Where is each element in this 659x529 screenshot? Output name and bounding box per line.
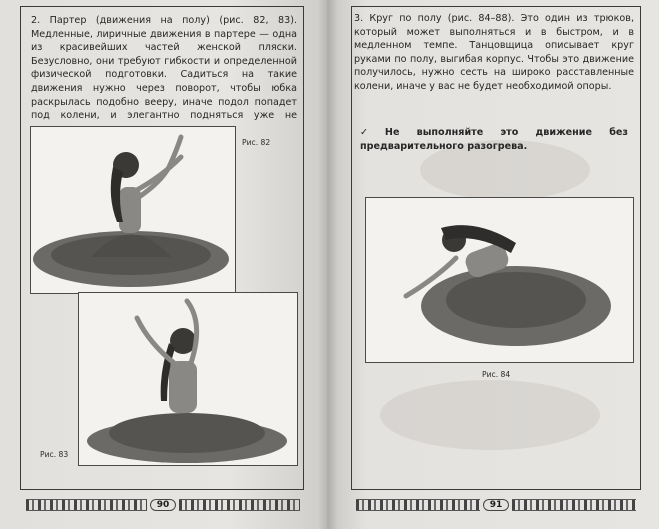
caption-figure-83: Рис. 83 [40, 450, 69, 459]
ornament-border [179, 499, 300, 511]
book-gutter [318, 0, 338, 529]
photo-figure-84 [365, 197, 634, 363]
right-paragraph: 3. Круг по полу (рис. 84–88). Это один из трюков, который может выполняться и в быстром, и в медленном темпе. Танцовщица описывает круг руками по полу, выгибая корпус. Чтобы это движение получилось, нужно сесть на широко расставленные колени, иначе у вас не будет необходимой опоры. [354, 13, 634, 92]
left-paragraph: 2. Партер (движения на полу) (рис. 82, 83). Медленные, лиричные движения в партере — одна из красивейших частей женской пляски. Безусловно, они требуют гибкости и определенной физической подготовки. Садиться на такие движения нужно через поворот, чтобы юбка раскрылась подобно вееру, иначе подол попадет под колени, и элегантно подняться уже не [31, 15, 297, 122]
footer-ornament-left [26, 496, 300, 514]
check-icon: ✓ [360, 127, 382, 138]
photo-figure-83 [78, 292, 298, 466]
dancer-illustration-82 [31, 127, 235, 293]
caption-figure-82: Рис. 82 [242, 138, 271, 147]
caption-figure-84: Рис. 84 [482, 370, 511, 379]
ornament-border [26, 499, 147, 511]
dancer-illustration-84 [366, 198, 633, 362]
dancer-illustration-83 [79, 293, 297, 465]
ornament-border [356, 499, 480, 511]
warning-note [360, 126, 628, 153]
warning-text: Не выполняйте это движение без предварительного разогрева. [360, 127, 628, 152]
ornament-border [512, 499, 636, 511]
page-number-left: 90 [150, 499, 177, 511]
photo-figure-82 [30, 126, 236, 294]
show-through-shadow [380, 380, 600, 450]
page-number-right: 91 [483, 499, 510, 511]
footer-ornament-right [356, 496, 636, 514]
